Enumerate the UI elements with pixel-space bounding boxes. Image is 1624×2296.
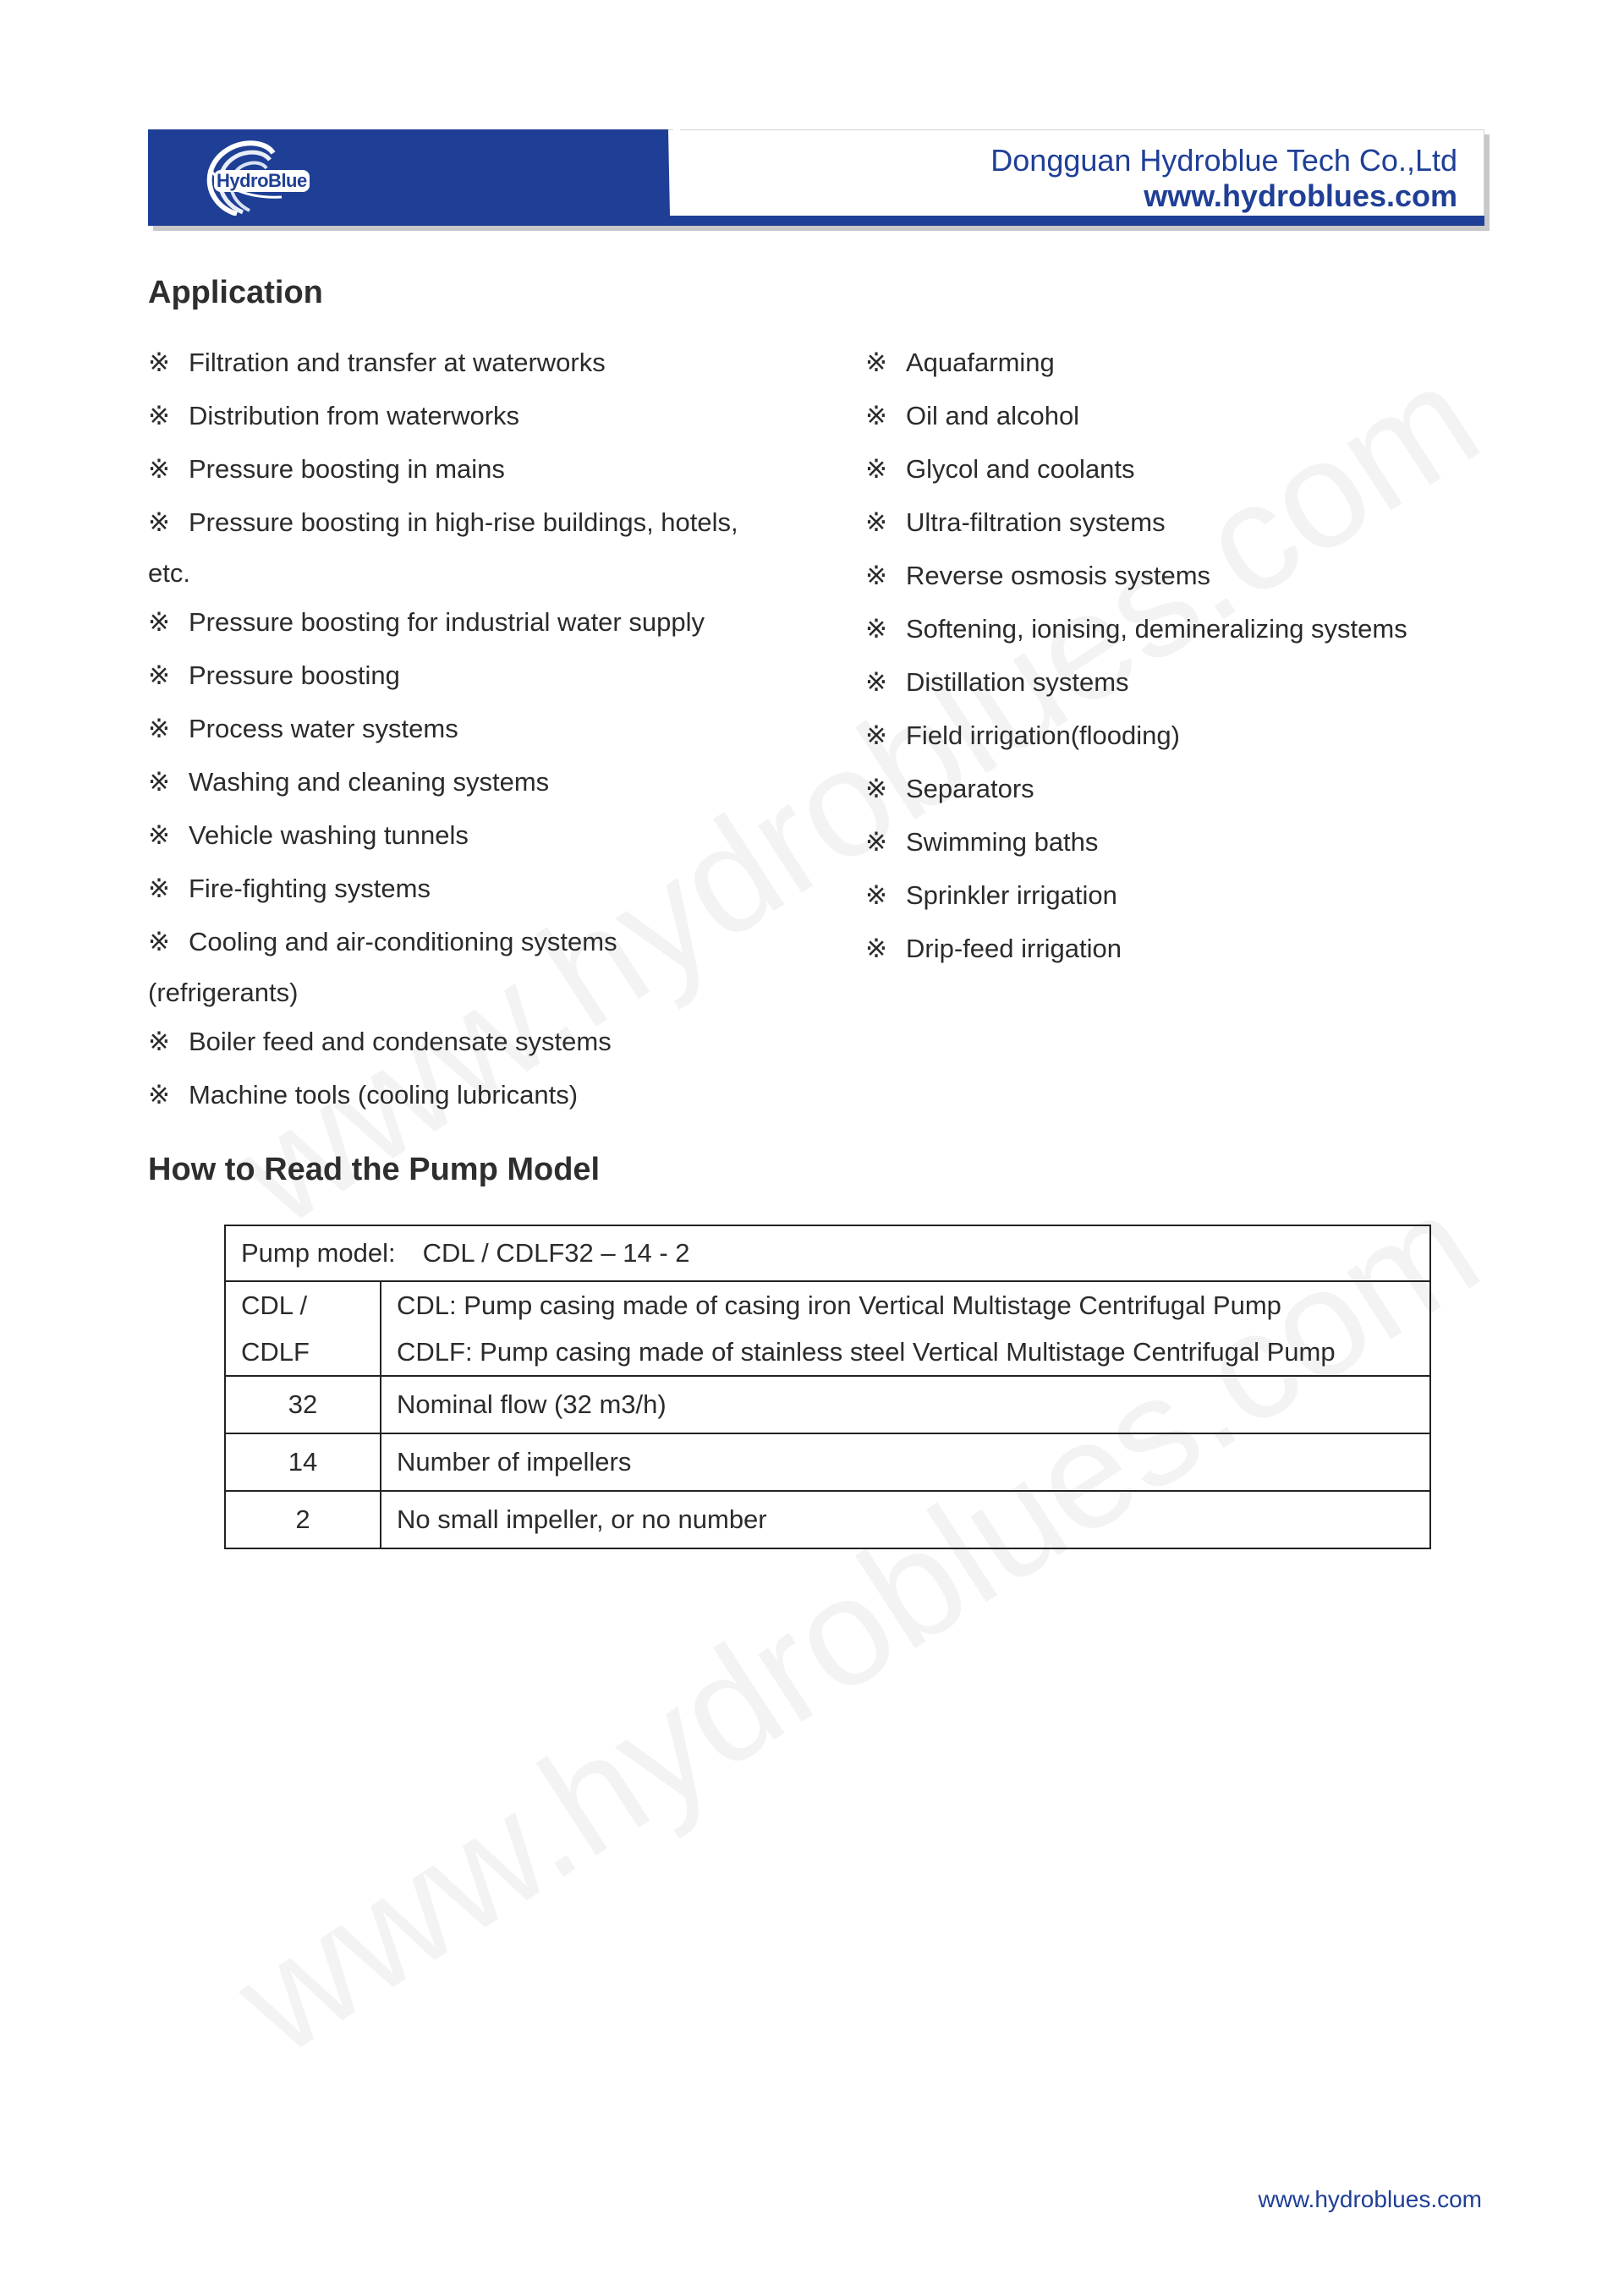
bullet-mark: ※ (865, 934, 887, 963)
bullet-mark: ※ (148, 767, 170, 797)
bullet-mark: ※ (865, 880, 887, 910)
bullet-mark: ※ (148, 454, 170, 484)
list-item: ※ Fire-fighting systems (148, 871, 738, 924)
pump-model-header-cell: Pump model: CDL / CDLF32 – 14 - 2 (225, 1225, 1430, 1281)
list-item: ※ Pressure boosting in high-rise buildings, hotels, etc. (148, 505, 738, 605)
table-row (225, 1225, 1430, 1281)
bullet-mark: ※ (148, 348, 170, 377)
bullet-mark: ※ (148, 401, 170, 430)
list-item: ※ Ultra-filtration systems (865, 505, 1407, 558)
list-item: ※ Swimming baths (865, 825, 1407, 878)
list-item: ※ Pressure boosting (148, 658, 738, 711)
list-item: ※ Field irrigation(flooding) (865, 718, 1407, 771)
list-item: ※ Process water systems (148, 711, 738, 764)
model-description-cell: No small impeller, or no number (381, 1491, 1430, 1548)
bullet-mark: ※ (865, 454, 887, 484)
list-item: ※ Distribution from waterworks (148, 398, 738, 452)
bullet-mark: ※ (148, 927, 170, 956)
bullet-mark: ※ (148, 507, 170, 537)
company-website: www.hydroblues.com (1144, 178, 1457, 213)
model-code-cell: 32 (225, 1376, 381, 1433)
pump-model-heading: How to Read the Pump Model (148, 1152, 601, 1187)
stripes-decoration (499, 129, 804, 216)
bullet-mark: ※ (865, 401, 887, 430)
bullet-mark: ※ (865, 561, 887, 590)
list-item: ※ Filtration and transfer at waterworks (148, 345, 738, 398)
application-heading: Application (148, 275, 323, 310)
footer-website: www.hydroblues.com (1258, 2186, 1482, 2212)
bullet-mark: ※ (148, 1080, 170, 1110)
list-item: ※ Separators (865, 771, 1407, 825)
application-list-left (148, 345, 738, 1131)
table-row (225, 1491, 1430, 1548)
model-description-cell: Number of impellers (381, 1433, 1430, 1491)
bullet-mark: ※ (148, 820, 170, 850)
header-banner (148, 129, 1484, 226)
model-code-cell: CDL / CDLF (225, 1281, 381, 1376)
company-name: Dongguan Hydroblue Tech Co.,Ltd (990, 143, 1457, 178)
list-item-continuation: etc. (148, 558, 190, 588)
bullet-mark: ※ (865, 721, 887, 750)
model-description-cell: CDL: Pump casing made of casing iron Vertical Multistage Centrifugal Pump CDLF: Pump casing made of stainless steel Vertical Multistage Centrifugal Pump (381, 1281, 1430, 1376)
list-item: ※ Sprinkler irrigation (865, 878, 1407, 931)
company-info (990, 143, 1457, 214)
list-item: ※ Drip-feed irrigation (865, 931, 1407, 984)
list-item: ※ Aquafarming (865, 345, 1407, 398)
table-row (225, 1376, 1430, 1433)
list-item: ※ Softening, ionising, demineralizing systems (865, 611, 1407, 665)
list-item: ※ Machine tools (cooling lubricants) (148, 1077, 738, 1131)
logo-text: HydroBlue (214, 170, 310, 192)
bullet-mark: ※ (865, 667, 887, 697)
bullet-mark: ※ (865, 774, 887, 803)
model-code-cell: 14 (225, 1433, 381, 1491)
table-row (225, 1281, 1430, 1376)
bullet-mark: ※ (865, 348, 887, 377)
list-item: ※ Pressure boosting for industrial water supply (148, 605, 738, 658)
bullet-mark: ※ (865, 614, 887, 644)
table-row (225, 1433, 1430, 1491)
model-code-cell: 2 (225, 1491, 381, 1548)
list-item: ※ Reverse osmosis systems (865, 558, 1407, 611)
list-item: ※ Cooling and air-conditioning systems (refrigerants) (148, 924, 738, 1024)
bullet-mark: ※ (148, 660, 170, 690)
list-item: ※ Glycol and coolants (865, 452, 1407, 505)
model-description-cell: Nominal flow (32 m3/h) (381, 1376, 1430, 1433)
list-item: ※ Vehicle washing tunnels (148, 818, 738, 871)
list-item: ※ Washing and cleaning systems (148, 764, 738, 818)
list-item: ※ Distillation systems (865, 665, 1407, 718)
bullet-mark: ※ (865, 507, 887, 537)
bullet-mark: ※ (148, 1027, 170, 1056)
bullet-mark: ※ (148, 714, 170, 743)
list-item: ※ Boiler feed and condensate systems (148, 1024, 738, 1077)
pump-model-table (224, 1225, 1431, 1549)
bullet-mark: ※ (865, 827, 887, 857)
bullet-mark: ※ (148, 874, 170, 903)
application-list-right (865, 345, 1407, 984)
list-item: ※ Pressure boosting in mains (148, 452, 738, 505)
list-item: ※ Oil and alcohol (865, 398, 1407, 452)
bullet-mark: ※ (148, 607, 170, 637)
list-item-continuation: (refrigerants) (148, 978, 299, 1007)
